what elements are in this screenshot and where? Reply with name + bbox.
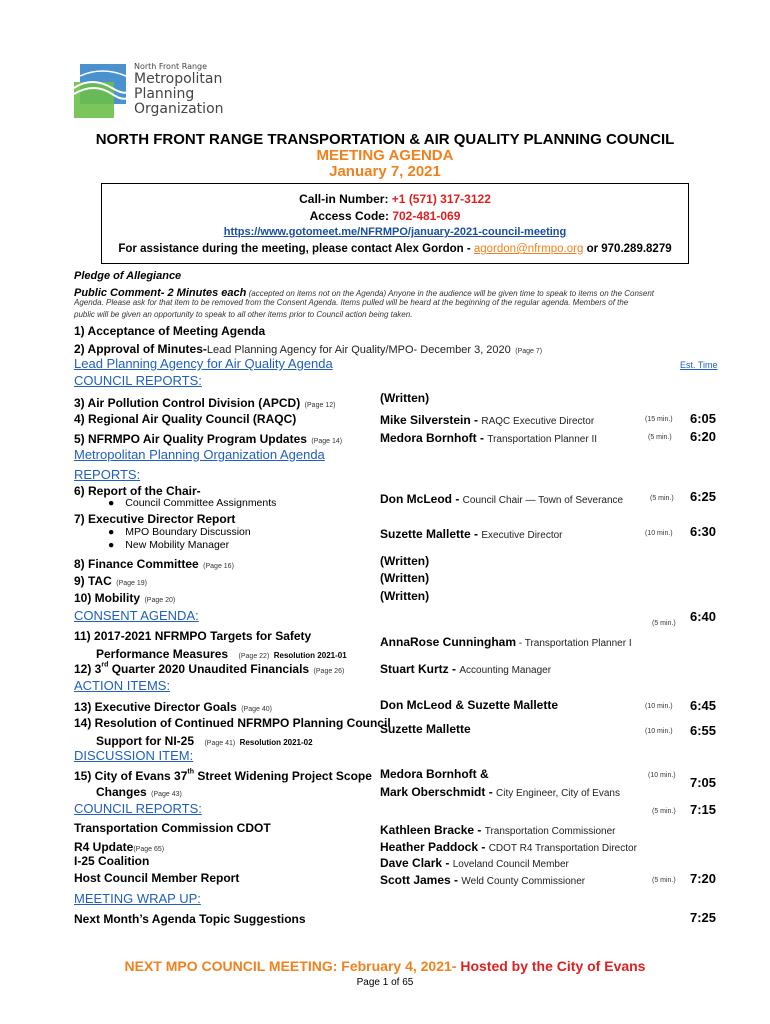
item-4-role: RAQC Executive Director [481,416,595,427]
item-6-name: Don McLeod - [380,492,463,506]
cr-right-2-role: CDOT R4 Transportation Director [488,843,637,854]
item-6-duration: (5 min.) [650,495,674,502]
item-11-presenter [380,633,632,651]
mpo-reports: REPORTS: [74,467,141,482]
item-5-time: 6:20 [690,429,717,444]
item-7-bullet-1: ● MPO Boundary Discussion [108,526,251,538]
public-comment-text-3: public will be given an opportunity to speak to all other items prior to Council action being taken. [74,310,413,319]
item-8-written: (Written) [380,554,430,568]
assist-line [0,243,770,255]
assist-email-link[interactable]: agordon@nfrmpo.org [473,243,584,255]
lpa-council-reports: COUNCIL REPORTS: [74,373,202,388]
logo-text [134,62,224,117]
cr-right-1-role: Transportation Commissioner [484,826,616,837]
item-10-label: 10) Mobility [74,591,141,605]
public-comment-text-2: Agenda. Please ask for that item to be removed from the Consent Agenda. Items pulled will be heard at the beginning of the regular agenda. Members of the [74,298,629,307]
next-meeting-host: Hosted by the City of Evans [460,958,646,974]
item-4-label: 4) Regional Air Quality Council (RAQC) [74,412,297,426]
item-8-page: (Page 16) [203,563,234,570]
logo-line2: Metropolitan [134,71,223,87]
item-12-prefix: 12) 3 [74,662,102,676]
council-reports-heading: COUNCIL REPORTS: [74,801,202,816]
item-15-presenter-2 [380,783,620,801]
item-15-role-2: City Engineer, City of Evans [496,788,620,799]
item-5 [74,430,342,448]
agenda-title: NORTH FRONT RANGE TRANSPORTATION & AIR QUALITY PLANNING COUNCIL [95,131,675,148]
call-in-line [0,192,770,206]
item-8 [74,555,234,573]
item-6-role: Council Chair — Town of Severance [462,495,624,506]
next-meeting-prefix: NEXT MPO COUNCIL MEETING: February 4, 2021- [124,958,461,974]
cr-right-3-name: Dave Clark - [380,856,453,870]
item-5-role: Transportation Planner II [487,434,598,445]
item-7-label: 7) Executive Director Report [74,512,236,526]
item-2-page: (Page 7) [515,348,543,355]
nfrmpo-logo-icon [72,62,132,120]
item-3-presenter: (Written) [380,391,430,405]
item-10 [74,589,175,607]
item-9-label: 9) TAC [74,574,112,588]
cr-right-3 [380,854,569,872]
item-15-presenter-1: Medora Bornhoft & [380,767,489,781]
item-5-label: 5) NFRMPO Air Quality Program Updates [74,432,307,446]
item-13-label: 13) Executive Director Goals [74,700,237,714]
consent-duration: (5 min.) [652,620,676,627]
logo-line4: Organization [134,101,224,117]
discussion-heading: DISCUSSION ITEM: [74,748,194,763]
item-5-duration: (5 min.) [648,434,672,441]
access-line [0,209,770,223]
cr-right-3-role: Loveland Council Member [452,859,569,870]
cr-right-4-name: Scott James - [380,873,462,887]
item-7-bullet-2-text: New Mobility Manager [125,539,230,551]
item-15-label2: Changes [96,785,147,799]
item-11-resolution: Resolution 2021-01 [273,651,347,660]
council-reports-time-2: 7:20 [690,871,717,886]
item-12 [74,660,344,678]
item-11-line1: 11) 2017-2021 NFRMPO Targets for Safety [74,629,312,643]
item-15-line2 [96,783,182,801]
item-15-sup: th [187,768,194,776]
item-2-label: 2) Approval of Minutes- [74,342,207,356]
item-3-page: (Page 12) [304,402,336,409]
item-7-role: Executive Director [481,530,563,541]
access-code: 702-481-069 [392,209,461,223]
item-1: 1) Acceptance of Meeting Agenda [74,324,266,338]
page-number: Page 1 of 65 [356,977,414,988]
item-14-page: (Page 41) [204,740,236,747]
item-7-bullet-1-text: MPO Boundary Discussion [125,526,251,538]
cr-left-3: I-25 Coalition [74,854,150,868]
public-comment-label: Public Comment- 2 Minutes each [74,287,247,299]
item-11-page: (Page 22) [238,653,270,660]
item-9 [74,572,147,590]
item-15-prefix: 15) City of Evans 37 [74,769,188,783]
item-13-page: (Page 40) [241,706,272,713]
next-meeting [0,958,770,974]
meeting-url [0,226,770,238]
item-3 [74,394,335,412]
lpa-heading: Lead Planning Agency for Air Quality Agenda [74,356,333,371]
access-label: Access Code: [309,209,393,223]
item-12-role: Accounting Manager [459,665,552,676]
council-reports-duration-1: (5 min.) [652,808,676,815]
item-6-time: 6:25 [690,489,717,504]
item-15-name-2: Mark Oberschmidt - [380,785,497,799]
item-4-presenter [380,411,594,429]
item-14-time: 6:55 [690,723,717,738]
item-14-resolution: Resolution 2021-02 [239,738,313,747]
council-reports-duration-2: (5 min.) [652,877,676,884]
agenda-date: January 7, 2021 [329,163,441,180]
item-4-name: Mike Silverstein - [380,413,482,427]
item-5-name: Medora Bornhoft - [380,431,488,445]
item-13-time: 6:45 [690,698,717,713]
item-15-time: 7:05 [690,775,717,790]
item-9-written: (Written) [380,571,430,585]
pledge: Pledge of Allegiance [74,270,182,282]
item-7-time: 6:30 [690,524,717,539]
item-11-label2: Performance Measures [96,647,229,661]
cr-right-1 [380,821,616,839]
item-12-presenter [380,660,551,678]
cr-right-4 [380,871,585,889]
wrap-text: Next Month’s Agenda Topic Suggestions [74,912,306,926]
consent-heading: CONSENT AGENDA: [74,608,199,623]
item-14-label2: Support for NI-25 [96,734,194,748]
assist-suffix: or 970.289.8279 [583,243,672,255]
public-comment-text-1: (accepted on items not on the Agenda) Anyone in the audience will be given time to speak to items on the Consent [246,289,655,298]
item-13-duration: (10 min.) [645,703,673,710]
item-15-page: (Page 43) [151,791,182,798]
call-label: Call-in Number: [299,192,392,206]
wrap-heading: MEETING WRAP UP: [74,891,201,906]
item-13 [74,698,272,716]
item-6-label: 6) Report of the Chair- [74,484,201,498]
item-5-presenter [380,429,597,447]
cr-left-4: Host Council Member Report [74,871,240,885]
item-11-name: AnnaRose Cunningham [380,635,517,649]
item-13-presenter: Don McLeod & Suzette Mallette [380,698,559,712]
logo [72,62,132,120]
cr-left-2-label: R4 Update [74,840,134,854]
item-12-suffix: Quarter 2020 Unaudited Financials [108,662,310,676]
cr-right-1-name: Kathleen Bracke - [380,823,485,837]
logo-line3: Planning [134,86,195,102]
cr-right-2-name: Heather Paddock - [380,840,489,854]
logo-line1: North Front Range [134,62,208,71]
item-5-page: (Page 14) [311,438,343,445]
action-heading: ACTION ITEMS: [74,678,171,693]
item-4-time: 6:05 [690,411,717,426]
cr-right-4-role: Weld County Commissioner [461,876,586,887]
est-time-header: Est. Time [680,360,718,370]
item-3-label: 3) Air Pollution Control Division (APCD) [74,396,301,410]
item-12-page: (Page 26) [313,668,345,675]
cr-left-1: Transportation Commission CDOT [74,821,271,835]
consent-time: 6:40 [690,609,717,624]
item-10-page: (Page 20) [144,597,176,604]
item-14-presenter: Suzette Mallette [380,722,471,736]
meeting-url-link[interactable]: https://www.gotomeet.me/NFRMPO/january-2021-council-meeting [223,226,567,238]
call-number[interactable]: +1 (571) 317-3122 [391,192,491,206]
item-14-duration: (10 min.) [645,728,673,735]
council-reports-time-1: 7:15 [690,802,717,817]
item-15-duration: (10 min.) [648,772,676,779]
agenda-subtitle: MEETING AGENDA [316,147,454,164]
item-9-page: (Page 19) [116,580,147,587]
item-11-role: - Transportation Planner I [516,638,632,649]
item-15-suffix: Street Widening Project Scope [194,769,372,783]
assist-prefix: For assistance during the meeting, please contact Alex Gordon - [118,243,474,255]
item-7-duration: (10 min.) [645,530,673,537]
item-7-bullet-2: ● New Mobility Manager [108,539,230,551]
item-6-presenter [380,490,623,508]
item-7-name: Suzette Mallette - [380,527,482,541]
item-7-presenter [380,525,563,543]
item-6-bullet-text: Council Committee Assignments [125,497,277,509]
item-2-detail: Lead Planning Agency for Air Quality/MPO- December 3, 2020 [206,344,511,356]
item-4-duration: (15 min.) [645,416,673,423]
item-10-written: (Written) [380,589,430,603]
item-6-bullet: ● Council Committee Assignments [108,497,277,509]
cr-left-2-page: (Page 65) [133,846,165,853]
item-12-name: Stuart Kurtz - [380,662,460,676]
item-8-label: 8) Finance Committee [74,557,199,571]
wrap-time: 7:25 [690,910,717,925]
item-14-line1: 14) Resolution of Continued NFRMPO Planning Council [74,716,391,730]
mpo-heading: Metropolitan Planning Organization Agenda [74,447,325,462]
item-12-sup: rd [101,661,109,669]
